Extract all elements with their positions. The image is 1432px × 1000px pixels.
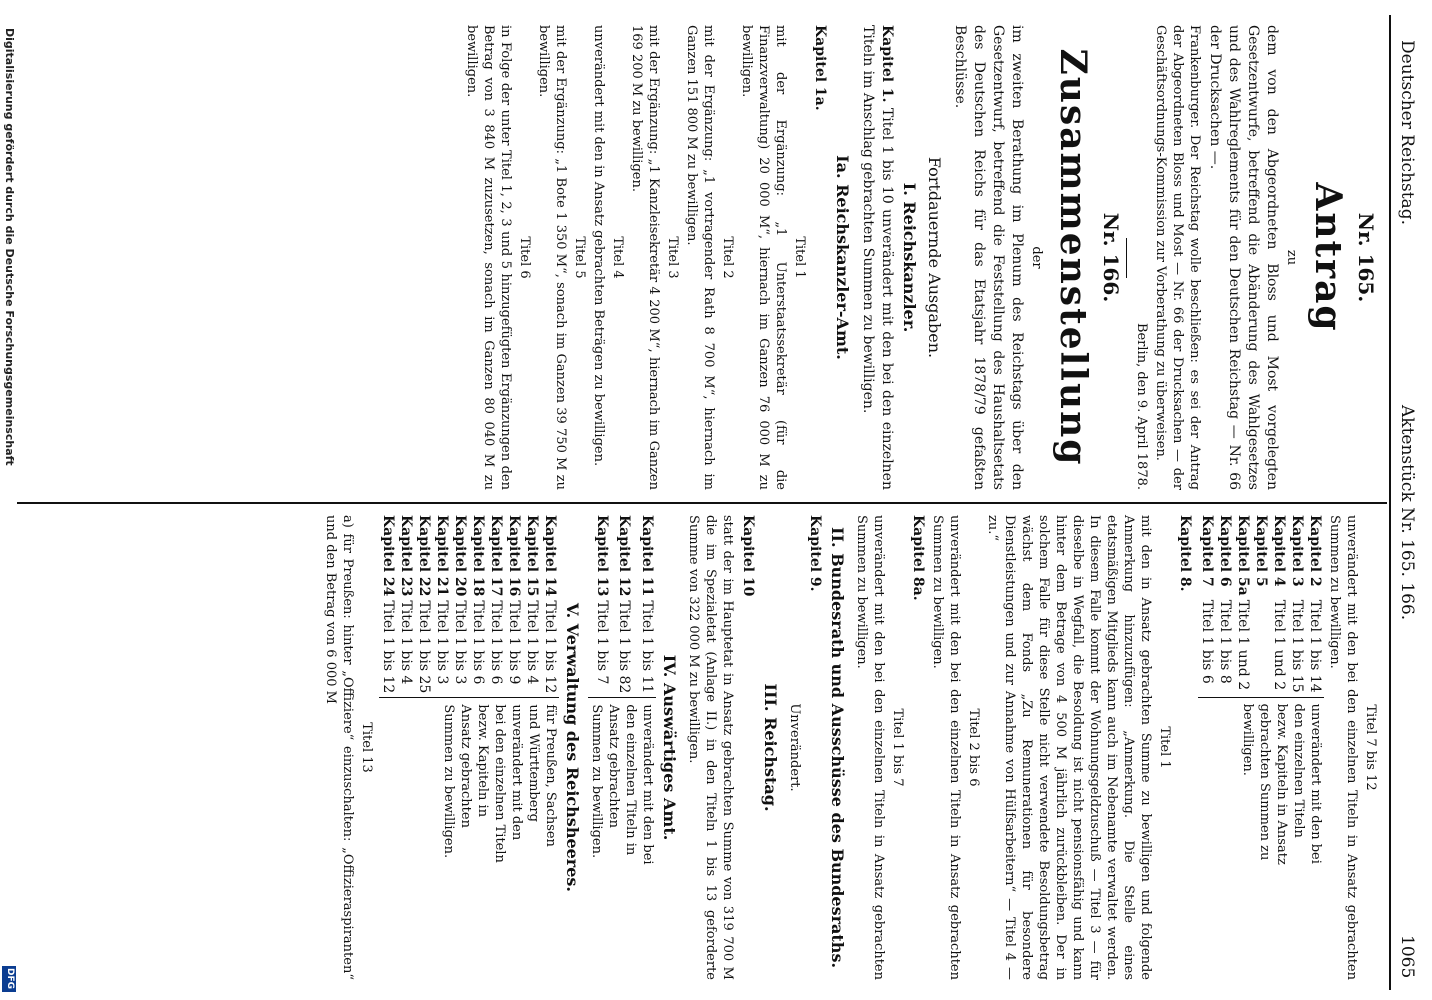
kapitel-label: Kapitel 5 — [1253, 515, 1269, 587]
kapitel-8-label: Kapitel 8. — [1177, 515, 1193, 592]
kapitel-10-label: Kapitel 10 — [740, 515, 756, 597]
titel-6-label: Titel 6 — [517, 236, 532, 279]
titel-2-6-label: Titel 2 bis 6 — [966, 708, 981, 787]
header-center: Aktenstück Nr. 165. 166. — [1397, 405, 1417, 621]
kapitel-label: Kapitel 6 — [1217, 515, 1233, 587]
digitization-credit-text: Digitalisierung gefördert durch die Deutsche Forschungsgemeinschaft — [3, 28, 16, 466]
kapitel-1-label: Kapitel 1. — [879, 25, 895, 103]
group-1-note: unverändert mit den bei den einzelnen Titeln bezw. Kapiteln in Ansatz gebrachten Summen zu bewilligen. — [1198, 697, 1324, 878]
doc166-title: Zusammenstellung — [1052, 48, 1094, 467]
titel-1-text: mit der Ergänzung: „1 Unterstaatssekretär (für die Finanzverwaltung) 20 000 M“, hiernach im Ganzen 76 000 M zu bewilligen. — [739, 25, 788, 490]
doc165-title: Antrag — [1307, 182, 1349, 333]
titel-7-12-label: Titel 7 bis 12 — [1363, 704, 1378, 791]
column-right — [320, 515, 1379, 980]
section-3-heading: III. Reichstag. — [761, 683, 780, 812]
digitization-credit — [2, 28, 20, 988]
kapitel-8-titel-1: Titel 1 — [1157, 726, 1172, 769]
kapitel-titles: Titel 1 bis 8 — [1217, 599, 1233, 684]
kapitel-label: Kapitel 17 — [488, 515, 504, 597]
kapitel-group-3 — [379, 515, 559, 868]
titel-2-6-text: unverändert mit den bei den einzelnen Titeln in Ansatz gebrachten Summen zu bewilligen. — [930, 515, 962, 980]
kapitel-label: Kapitel 15 — [524, 515, 540, 597]
kapitel-label: Kapitel 20 — [452, 515, 468, 597]
kapitel-titles: Titel 1 bis 12 — [542, 600, 558, 694]
titel-3-label: Titel 3 — [665, 236, 680, 279]
kapitel-titles: Titel 1 bis 4 — [524, 600, 540, 685]
separator — [1126, 238, 1127, 278]
kapitel-titles: Titel 1 bis 12 — [380, 600, 396, 694]
kapitel-titles: Titel 1 und 2 — [1235, 599, 1251, 691]
dfg-logo-text: DFG — [5, 968, 15, 990]
kapitel-titles: Titel 1 bis 11 — [639, 600, 655, 694]
titel-6-text: in Folge der unter Titel 1, 2, 3 und 5 hinzugefügten Ergänzungen den Betrag von 3 840 M zuzusetzen, sonach im Ganzen 80 040 M zu bewilligen. — [464, 25, 513, 490]
fortdauernde-heading: Fortdauernde Ausgaben. — [925, 156, 944, 359]
kapitel-titles: Titel 1 bis 15 — [1289, 599, 1305, 693]
kapitel-group-1 — [1198, 515, 1324, 878]
titel-13-text: a) für Preußen: hinter „Offiziere“ einzuschalten: „Offizieraspiranten“ und den Betrag von 6 000 M — [323, 515, 355, 980]
doc166-number: Nr. 166. — [1099, 212, 1123, 303]
kapitel-titles: Titel 1 bis 82 — [616, 600, 633, 694]
kapitel-label: Kapitel 14 — [542, 515, 558, 597]
kapitel-label: Kapitel 24 — [380, 515, 396, 597]
kapitel-label: Kapitel 22 — [416, 515, 432, 597]
page-number: 1065 — [1397, 935, 1417, 979]
kapitel-titles — [1252, 600, 1270, 697]
der-label: der — [1029, 246, 1044, 269]
kapitel-1a-label: Kapitel 1a. — [812, 25, 828, 111]
zu-label: zu — [1284, 249, 1299, 266]
section-1a-heading: Ia. Reichskanzler-Amt. — [833, 155, 852, 360]
kapitel-1-text: Titel 1 bis 10 unverändert mit den bei den einzelnen Titeln im Anschlag gebrachten Summen zu bewilligen. — [860, 25, 895, 490]
dfg-logo — [2, 966, 16, 992]
titel-2-label: Titel 2 — [720, 236, 735, 279]
titel-4-label: Titel 4 — [610, 236, 625, 279]
kapitel-label: Kapitel 4 — [1271, 515, 1287, 587]
kapitel-label: Kapitel 7 — [1199, 515, 1215, 587]
kapitel-titles: Titel 1 bis 14 — [1307, 599, 1323, 693]
kapitel-label: Kapitel 12 — [616, 515, 633, 597]
kapitel-9-label: Kapitel 9. — [807, 515, 823, 592]
kapitel-titles: Titel 1 bis 25 — [416, 600, 432, 694]
header-left: Deutscher Reichstag. — [1397, 40, 1417, 225]
group-2-note: unverändert mit den bei den einzelnen Titeln in Ansatz gebrachten Summen zu bewilligen. — [588, 698, 656, 879]
doc165-motion: Frankenburger. Der Reichstag wolle beschließen: es sei der Antrag der Abgeordneten Bloss und Most — Nr. 66 der Drucksachen — der Geschäftsordnungs-Kommission zur Vorberathung zu überweisen. — [1153, 25, 1202, 490]
kapitel-titles: Titel 1 bis 7 — [593, 600, 610, 685]
kapitel-group-2 — [588, 515, 656, 878]
kapitel-label: Kapitel 3 — [1289, 515, 1305, 587]
doc165-date: Berlin, den 9. April 1878. — [1134, 322, 1149, 490]
group-3-note: für Preußen, Sachsen und Württemberg unverändert mit den bei den einzelnen Titeln bezw. Kapiteln in Ansatz gebrachten Summen zu bewilligen. — [379, 698, 559, 869]
unveraendert-text: Unverändert. — [787, 703, 802, 792]
kapitel-label: Kapitel 2 — [1307, 515, 1323, 587]
section-2-heading: II. Bundesrath und Ausschüsse des Bundesraths. — [828, 526, 847, 969]
kapitel-label: Kapitel 23 — [398, 515, 414, 597]
titel-7-12-text: unverändert mit den bei den einzelnen Titeln in Ansatz gebrachten Summen zu bewilligen. — [1327, 515, 1359, 980]
kapitel-titles: Titel 1 und 2 — [1271, 599, 1287, 691]
kapitel-8a-label: Kapitel 8a. — [910, 515, 926, 601]
doc165-number: Nr. 165. — [1354, 212, 1378, 303]
kapitel-label: Kapitel 11 — [639, 515, 655, 597]
titel-5-label: Titel 5 — [572, 236, 587, 279]
kapitel-titles: Titel 1 bis 9 — [506, 600, 522, 685]
kapitel-titles: Titel 1 bis 6 — [488, 600, 504, 685]
kapitel-label: Kapitel 18 — [470, 515, 486, 597]
kapitel-titles: Titel 1 bis 6 — [1199, 599, 1215, 684]
doc165-body: dem von den Abgeordneten Bloss und Most vorgelegten Gesetzentwurfe, betreffend die Abänderung des Wahlgesetzes und des Wahlreglements für den Deutschen Reichstag — Nr. 66 der Drucksachen —. — [1207, 25, 1280, 490]
kapitel-10-text: statt der im Hauptetat in Ansatz gebrachten Summe von 319 700 M die im Spezialetat (Anlage II.) in den Titeln 1 bis 13 geforderte Summe von 322 000 M zu bewilligen. — [686, 515, 735, 980]
section-4-heading: IV. Auswärtiges Amt. — [660, 654, 679, 841]
titel-4-text: unverändert mit den in Ansatz gebrachten Beträgen zu bewilligen. — [591, 25, 606, 467]
kapitel-label: Kapitel 13 — [593, 515, 610, 597]
header-rule — [1389, 15, 1391, 990]
doc166-body: im zweiten Berathung im Plenum des Reichstags über den Gesetzentwurf, betreffend die Feststellung des Haushaltsetats des Deutschen Reichs für das Etatsjahr 1878/79 gefaßten Beschlüsse. — [952, 25, 1025, 490]
kapitel-label: Kapitel 16 — [506, 515, 522, 597]
kapitel-label: Kapitel 21 — [434, 515, 450, 597]
titel-1-7-text: unverändert mit den bei den einzelnen Titeln in Ansatz gebrachten Summen zu bewilligen. — [854, 515, 886, 980]
section-1-heading: I. Reichskanzler. — [900, 182, 919, 333]
column-left — [461, 25, 1379, 490]
titel-2-text: mit der Ergänzung: „1 vortragender Rath 8 700 M“, hiernach im Ganzen 151 800 M zu bewilligen. — [684, 25, 716, 490]
kapitel-titles: Titel 1 bis 3 — [452, 600, 468, 685]
titel-5-text: mit der Ergänzung: „1 Bote 1 350 M“, sonach im Ganzen 39 750 M zu bewilligen. — [536, 25, 568, 490]
titel-3-text: mit der Ergänzung: „1 Kanzleisekretär 4 200 M“, hiernach im Ganzen 169 200 M zu bewilligen. — [629, 25, 661, 490]
rotated-document-page — [11, 15, 1421, 990]
kapitel-label: Kapitel 5a — [1235, 515, 1251, 596]
section-5-heading: V. Verwaltung des Reichsheeres. — [563, 602, 582, 892]
titel-13-label: Titel 13 — [359, 722, 374, 773]
kapitel-titles: Titel 1 bis 4 — [398, 600, 414, 685]
titel-1-7-label: Titel 1 bis 7 — [890, 708, 905, 787]
kapitel-titles: Titel 1 bis 6 — [470, 600, 486, 685]
column-divider — [17, 502, 1387, 504]
kapitel-titles: Titel 1 bis 3 — [434, 600, 450, 685]
titel-1-label: Titel 1 — [792, 236, 807, 279]
kapitel-8-text: mit den in Ansatz gebrachten Summe zu bewilligen und folgende Anmerkung hinzuzufügen: „Anmerkung. Die Stelle eines etatsmäßigen Mitglieds kann auch im Nebenamte verwaltet werden. In diesem Falle kommt der Wohnungsgeldzuschuß — Titel 3 — für dieselbe in Wegfall, die Besoldung ist nicht pensionsfähig und kann hinter dem Betrage von 4 500 M jährlich zurückbleiben. Der in solchem Falle für diese Stelle nicht verwendete Besoldungsbetrag wächst dem Fonds „Zu Remunerationen für besondere Dienstleistungen und zur Annahme von Hülfsarbeitern“ — Titel 4 — zu.“ — [985, 515, 1153, 980]
